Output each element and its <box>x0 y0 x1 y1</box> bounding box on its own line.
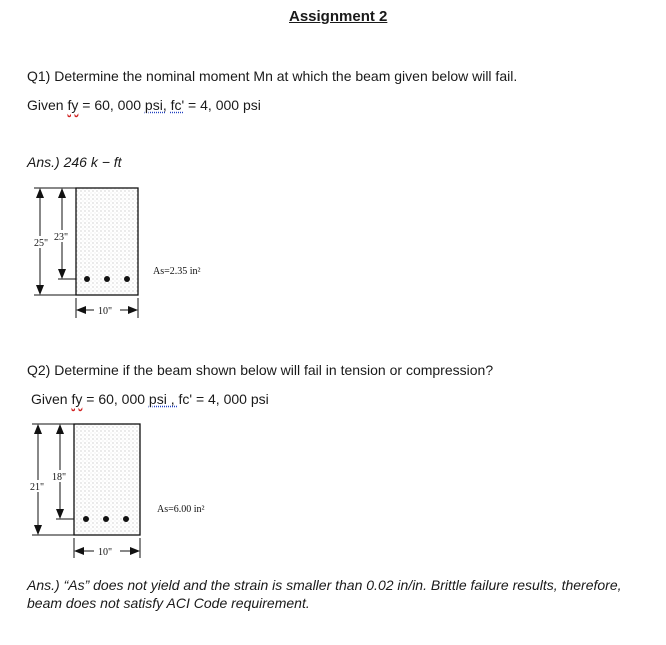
page-title: Assignment 2 <box>289 8 388 25</box>
q1-steel-label: As=2.35 in² <box>153 266 201 277</box>
q2-rebar-3 <box>123 516 129 522</box>
q2-answer: Ans.) “As” does not yield and the strain is smaller than 0.02 in/in. Brittle failure results, therefore, beam does not satisfy ACI Code requirement. <box>27 577 622 611</box>
q2-rebar-2 <box>103 516 109 522</box>
q1-fy-value: = 60, 000 <box>78 97 145 113</box>
q1-rebar-1 <box>84 276 90 282</box>
q2-given-prefix: Given <box>31 391 72 407</box>
q2-width-label: 10" <box>98 547 113 558</box>
q1-psi: psi, <box>144 97 167 113</box>
q2-rebar-1 <box>83 516 89 522</box>
q2-question: Q2) Determine if the beam shown below will fail in tension or compression? <box>27 362 494 378</box>
q1-rebar-2 <box>104 276 110 282</box>
q1-given <box>27 97 261 113</box>
q1-fy-symbol: fy <box>67 97 79 113</box>
q1-width-label: 10" <box>98 306 113 317</box>
q2-given <box>31 391 269 407</box>
q1-rebar-3 <box>124 276 130 282</box>
q2-beam-figure <box>20 418 230 567</box>
q2-fc-value: fc' = 4, 000 psi <box>178 391 269 407</box>
q1-fc-value: = 4, 000 psi <box>184 97 261 113</box>
q1-depth-outer-label: 25" <box>34 238 49 249</box>
q2-steel-label: As=6.00 in² <box>157 504 205 515</box>
q2-fy-value: = 60, 000 <box>82 391 149 407</box>
q1-fc-symbol: fc' <box>170 97 185 113</box>
q2-sep: , <box>166 391 179 407</box>
q2-fy-symbol: fy <box>71 391 83 407</box>
q2-psi: psi <box>148 391 167 407</box>
q2-depth-inner-label: 18" <box>52 472 67 483</box>
q1-question: Q1) Determine the nominal moment Mn at which the beam given below will fail. <box>27 68 518 84</box>
q1-given-prefix: Given <box>27 97 68 113</box>
q2-depth-outer-label: 21" <box>30 482 45 493</box>
q1-answer: Ans.) 246 k − ft <box>27 154 122 170</box>
q1-depth-inner-label: 23" <box>54 232 69 243</box>
q1-beam-figure <box>20 182 230 327</box>
